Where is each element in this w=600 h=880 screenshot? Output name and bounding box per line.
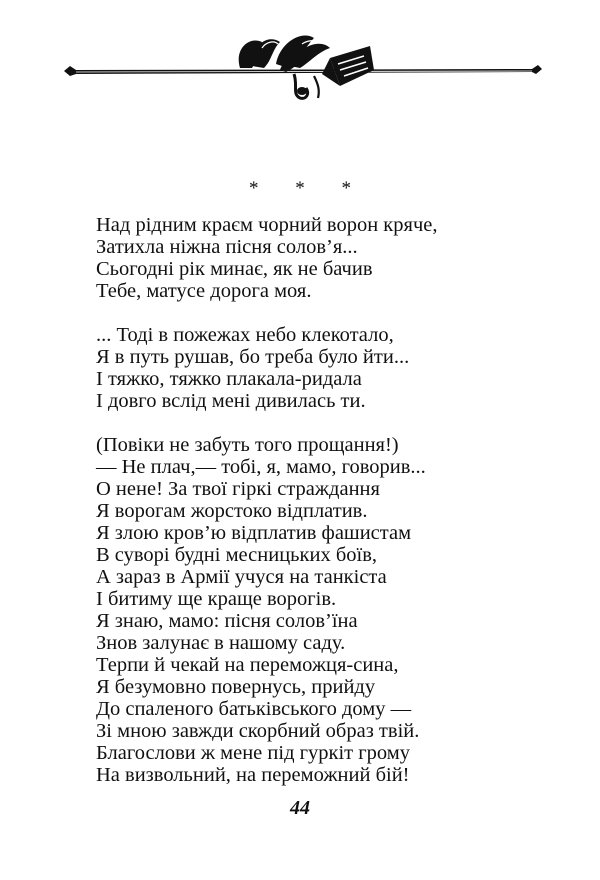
stanza [96, 434, 566, 786]
poem-line: Знов залунає в нашому саду. [96, 632, 346, 654]
poem-line: А зараз в Армії учуся на танкіста [96, 566, 387, 588]
poem-line: Я знаю, мамо: пісня солов’їна [96, 610, 358, 632]
poem-line: (Повіки не забуть того прощання!) [96, 434, 399, 456]
poem-line: Благослови ж мене під гуркіт грому [96, 742, 411, 764]
poem-line: Затихла ніжна пісня солов’я... [96, 236, 358, 258]
section-asterisks: * * * [249, 178, 367, 199]
poem-line: Сьогодні рік минає, як не бачив [96, 258, 373, 280]
poem-line: В суворі будні месницьких боїв, [96, 544, 377, 566]
poem-line: Терпи й чекай на переможця-сина, [96, 654, 399, 676]
stanza [96, 324, 566, 412]
poem-body [96, 214, 566, 786]
poem-line: Я ворогам жорстоко відплатив. [96, 500, 368, 522]
poem-line: О нене! За твої гіркі страждання [96, 478, 380, 500]
poem-line: Я в путь рушав, бо треба було йти... [96, 346, 410, 368]
laurel-banner-ornament-icon [62, 28, 544, 108]
poem-line: Тебе, матусе дорога моя. [96, 280, 312, 302]
page-number: 44 [290, 797, 310, 819]
poem-line: На визвольний, на переможний бій! [96, 764, 410, 786]
stanza [96, 214, 566, 302]
poem-line: І тяжко, тяжко плакала-ридала [96, 368, 362, 390]
poem-line: — Не плач,— тобі, я, мамо, говорив... [96, 456, 426, 478]
poem-line: Я злою кров’ю відплатив фашистам [96, 522, 412, 544]
poem-line: Я безумовно повернусь, прийду [96, 676, 376, 698]
poem-line: Зі мною завжди скорбний образ твій. [96, 720, 420, 742]
poem-line: ... Тоді в пожежах небо клекотало, [96, 324, 394, 346]
poem-line: І битиму ще краще ворогів. [96, 588, 337, 610]
poem-line: І довго вслід мені дивилась ти. [96, 390, 366, 412]
poem-line: Над рідним краєм чорний ворон кряче, [96, 214, 438, 236]
poem-line: До спаленого батьківського дому — [96, 698, 412, 720]
